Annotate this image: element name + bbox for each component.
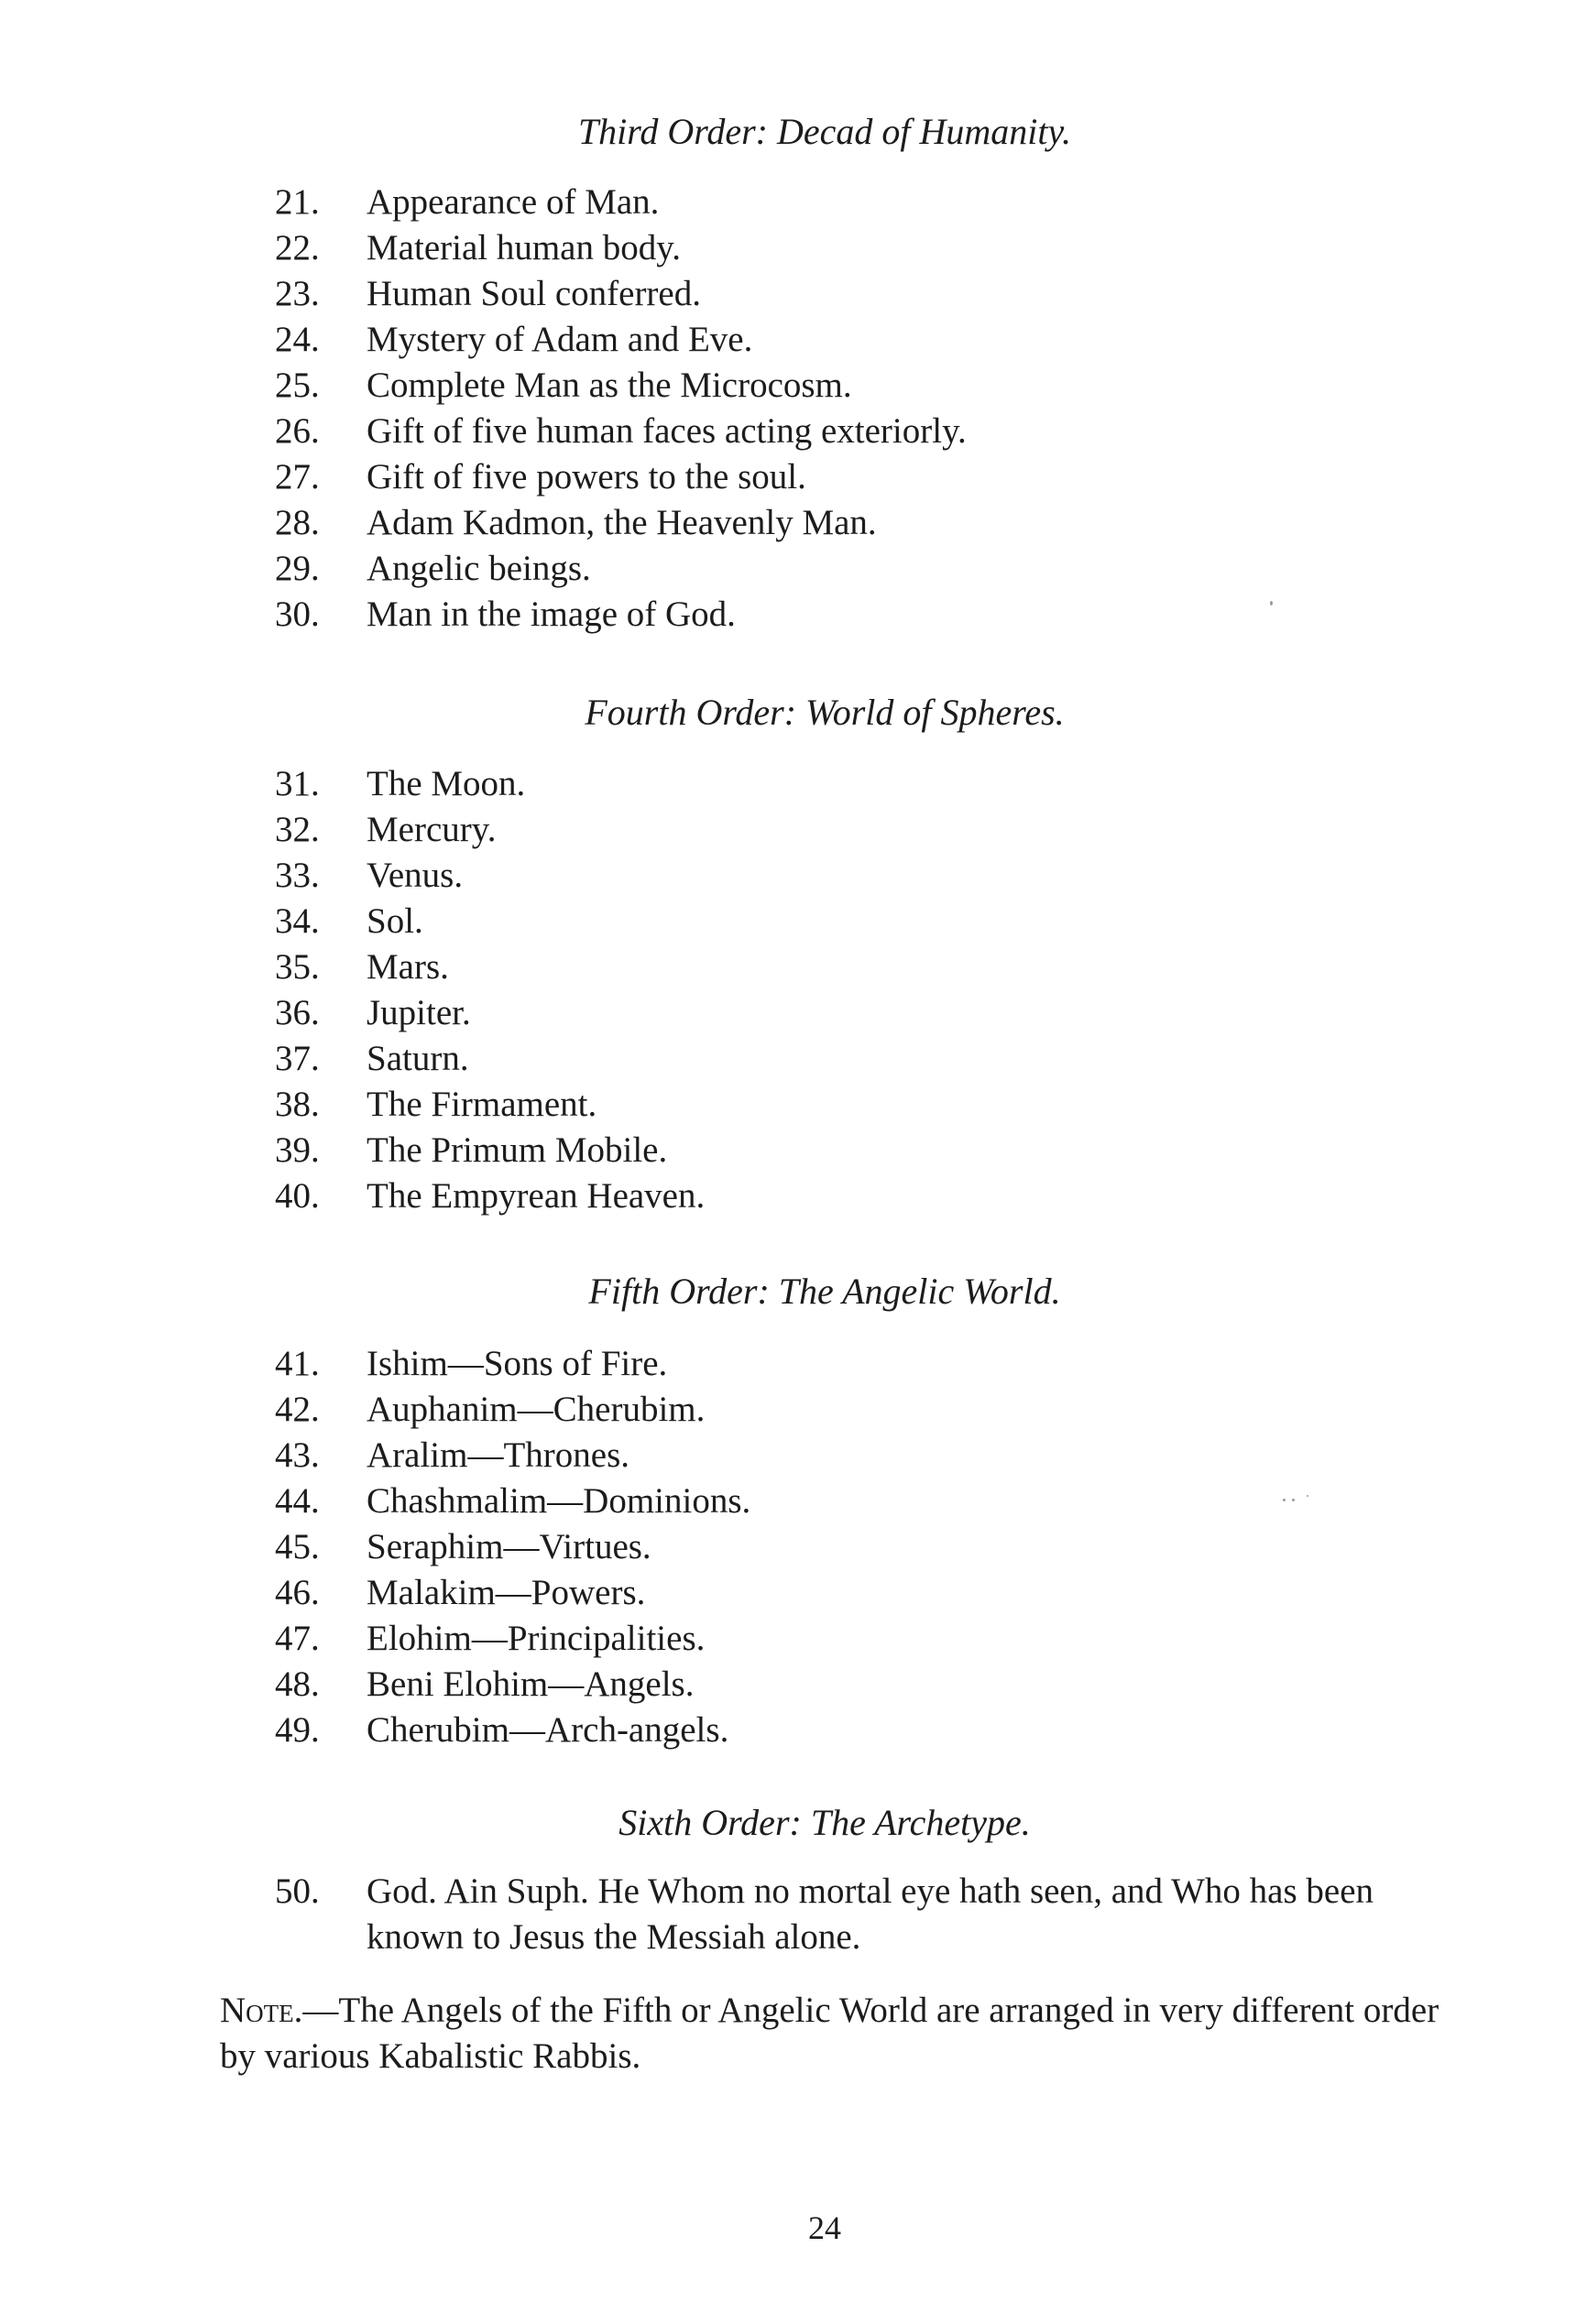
- item-number: 29.: [275, 549, 320, 588]
- list-item: [275, 1662, 1448, 1708]
- item-text: Angelic beings.: [367, 549, 591, 588]
- list-item: [275, 1616, 1448, 1662]
- footnote: [220, 1988, 1448, 2079]
- list-item: [275, 1433, 1448, 1478]
- item-number: 48.: [275, 1664, 320, 1704]
- list-item: [275, 180, 1448, 225]
- list-third-order: [275, 180, 1448, 638]
- item-number: 32.: [275, 810, 320, 849]
- list-item: [275, 1570, 1448, 1616]
- list-item: [275, 454, 1448, 500]
- item-number: 26.: [275, 411, 320, 451]
- item-text: Man in the image of God.: [367, 595, 736, 634]
- item-text: Gift of five human faces acting exteriorly.: [367, 411, 967, 451]
- scan-speck: [1307, 1495, 1308, 1497]
- list-item: [275, 990, 1448, 1036]
- item-text: Cherubim—Arch-angels.: [367, 1710, 729, 1750]
- item-number: 41.: [275, 1344, 320, 1383]
- item-number: 27.: [275, 457, 320, 496]
- section-heading-third-order: Third Order: Decad of Humanity.: [577, 111, 1072, 152]
- item-number: 37.: [275, 1039, 320, 1078]
- item-number: 39.: [275, 1130, 320, 1170]
- note-text: —The Angels of the Fifth or Angelic World are arranged in very different order by various Kabalistic Rabbis.: [220, 1991, 1439, 2076]
- list-item: [275, 853, 1448, 899]
- item-text: Malakim—Powers.: [367, 1573, 646, 1612]
- item-text: Ishim—Sons of Fire.: [367, 1344, 668, 1383]
- item-text: Jupiter.: [367, 993, 471, 1032]
- item-text: The Firmament.: [367, 1085, 597, 1124]
- item-number: 24.: [275, 320, 320, 359]
- item-text: Complete Man as the Microcosm.: [367, 366, 852, 405]
- list-item: [275, 944, 1448, 990]
- item-text: Mercury.: [367, 810, 497, 849]
- item-text: The Moon.: [367, 764, 526, 803]
- list-item: [275, 363, 1448, 409]
- item-number: 31.: [275, 764, 320, 803]
- item-text: Mystery of Adam and Eve.: [367, 320, 753, 359]
- item-number: 47.: [275, 1619, 320, 1658]
- item-number: 28.: [275, 503, 320, 542]
- page-number: 24: [808, 2209, 841, 2246]
- item-text: Auphanim—Cherubim.: [367, 1390, 706, 1429]
- item-number: 45.: [275, 1527, 320, 1566]
- item-number: 43.: [275, 1435, 320, 1475]
- item-number: 35.: [275, 947, 320, 987]
- list-item: [275, 807, 1448, 853]
- scan-speck: [1270, 601, 1273, 606]
- item-text: Chashmalim—Dominions.: [367, 1481, 751, 1521]
- item-text: Appearance of Man.: [367, 182, 660, 222]
- list-item: [275, 225, 1448, 271]
- note-label: Note.: [220, 1991, 303, 2030]
- list-item: [275, 1524, 1448, 1570]
- item-number: 49.: [275, 1710, 320, 1750]
- item-text: The Empyrean Heaven.: [367, 1176, 706, 1216]
- item-number: 46.: [275, 1573, 320, 1612]
- list-item: [275, 1128, 1448, 1173]
- list-item: [275, 271, 1448, 317]
- item-number: 40.: [275, 1176, 320, 1216]
- list-item: [275, 1173, 1448, 1219]
- section-heading-sixth-order: Sixth Order: The Archetype.: [618, 1802, 1031, 1843]
- item-text: Aralim—Thrones.: [367, 1435, 630, 1475]
- item-text: The Primum Mobile.: [367, 1130, 668, 1170]
- item-text: Seraphim—Virtues.: [367, 1527, 651, 1566]
- item-number: 30.: [275, 595, 320, 634]
- list-item: [275, 546, 1448, 592]
- item-text: Material human body.: [367, 228, 681, 267]
- item-text: Sol.: [367, 901, 423, 941]
- scan-speck: [1292, 1499, 1295, 1501]
- item-number: 25.: [275, 366, 320, 405]
- section-heading-fifth-order: Fifth Order: The Angelic World.: [588, 1271, 1061, 1312]
- list-item: [275, 899, 1448, 944]
- list-fourth-order: [275, 761, 1448, 1219]
- list-item: [275, 1478, 1448, 1524]
- list-item: [275, 1387, 1448, 1433]
- list-fifth-order: [275, 1341, 1448, 1753]
- item-text: Elohim—Principalities.: [367, 1619, 706, 1658]
- item-number: 50.: [275, 1871, 320, 1911]
- list-item: [275, 500, 1448, 546]
- item-text: Venus.: [367, 856, 464, 895]
- item-text: Adam Kadmon, the Heavenly Man.: [367, 503, 877, 542]
- item-text: Gift of five powers to the soul.: [367, 457, 806, 496]
- item-text: Mars.: [367, 947, 449, 987]
- scan-speck: [1283, 1499, 1286, 1501]
- list-item: [275, 761, 1448, 807]
- item-text: Saturn.: [367, 1039, 469, 1078]
- item-text: Human Soul conferred.: [367, 274, 701, 313]
- item-number: 42.: [275, 1390, 320, 1429]
- item-text: Beni Elohim—Angels.: [367, 1664, 695, 1704]
- list-item: [275, 1036, 1448, 1082]
- list-item: [275, 317, 1448, 363]
- item-number: 23.: [275, 274, 320, 313]
- list-item: [275, 1341, 1448, 1387]
- item-text: God. Ain Suph. He Whom no mortal eye hath seen, and Who has been known to Jesus the Messiah alone.: [367, 1871, 1374, 1957]
- list-item: [275, 1082, 1448, 1128]
- item-number: 38.: [275, 1085, 320, 1124]
- list-item: [275, 1708, 1448, 1753]
- item-number: 34.: [275, 901, 320, 941]
- item-number: 36.: [275, 993, 320, 1032]
- section-heading-fourth-order: Fourth Order: World of Spheres.: [585, 692, 1065, 733]
- list-item: [275, 592, 1448, 638]
- list-item: [275, 409, 1448, 454]
- item-number: 33.: [275, 856, 320, 895]
- item-number: 44.: [275, 1481, 320, 1521]
- item-number: 22.: [275, 228, 320, 267]
- item-number: 21.: [275, 182, 320, 222]
